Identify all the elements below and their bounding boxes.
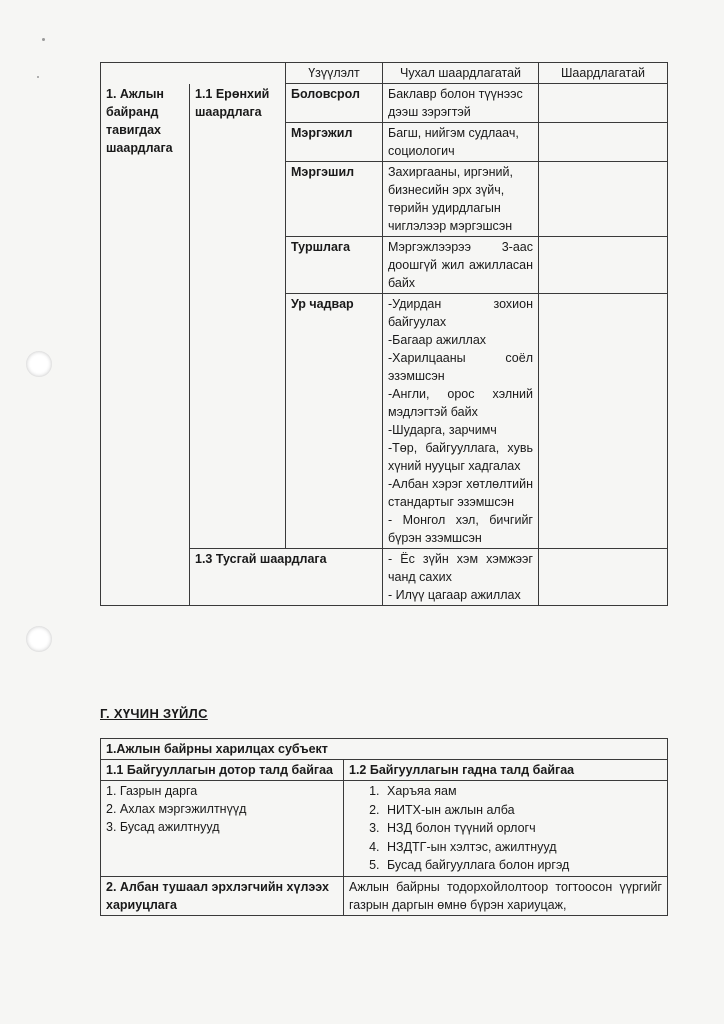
row-value-special xyxy=(383,549,539,606)
row-desirable-special xyxy=(539,549,668,606)
row-label-profession: Мэргэжил xyxy=(286,123,383,162)
scan-speck xyxy=(37,76,39,78)
row-desirable-experience xyxy=(539,237,668,294)
col-header-desirable: Шаардлагатай xyxy=(539,63,668,84)
inside-header: 1.1 Байгууллагын дотор талд байгаа xyxy=(101,760,344,781)
responsibility-value: Ажлын байрны тодорхойлолтоор тогтоосон үүргийг газрын даргын өмнө бүрэн хариуцаж, xyxy=(344,876,668,915)
row-label-skills: Ур чадвар xyxy=(286,294,383,549)
row-value-specialization: Захиргааны, иргэний, бизнесийн эрх зүйч, төрийн удирдлагын чиглэлээр мэргэшсэн xyxy=(383,162,539,237)
row-value-skills xyxy=(383,294,539,549)
inside-item: 1. Газрын дарга xyxy=(106,784,198,798)
special-item: - Ёс зүйн хэм хэмжээг чанд сахих xyxy=(388,552,533,584)
row-label-education: Боловсрол xyxy=(286,84,383,123)
row-label-experience: Туршлага xyxy=(286,237,383,294)
outside-list xyxy=(344,781,668,877)
outside-item: 4. НЗДТГ-ын хэлтэс, ажилтнууд xyxy=(383,838,662,857)
row-desirable-profession xyxy=(539,123,668,162)
factors-table xyxy=(100,738,668,916)
skill-item: -Албан хэрэг хөтлөлтийн стандартыг эзэмшсэн xyxy=(388,477,533,509)
outside-item: 3. НЗД болон түүний орлогч xyxy=(383,819,662,838)
skill-item: - Монгол хэл, бичгийг бүрэн эзэмшсэн xyxy=(388,513,533,545)
skill-item: -Харилцааны соёл эзэмшсэн xyxy=(388,351,533,383)
inside-item: 2. Ахлах мэргэжилтнүүд xyxy=(106,802,247,816)
outside-header: 1.2 Байгууллагын гадна талд байгаа xyxy=(344,760,668,781)
row-desirable-specialization xyxy=(539,162,668,237)
outside-item: 2. НИТХ-ын ажлын алба xyxy=(383,801,662,820)
group-general-title: 1.1 Ерөнхий шаардлага xyxy=(190,84,286,549)
row-label-special: 1.3 Тусгай шаардлага xyxy=(190,549,383,606)
row-value-experience: Мэргэжлээрээ 3-аас доошгүй жил ажилласан байх xyxy=(383,237,539,294)
scan-speck xyxy=(42,38,45,41)
subjects-title: 1.Ажлын байрны харилцах субъект xyxy=(101,739,668,760)
punch-hole xyxy=(26,351,52,377)
col-header-indicator: Үзүүлэлт xyxy=(286,63,383,84)
requirements-table xyxy=(100,62,668,606)
row-value-education: Баклавр болон түүнээс дээш зэрэгтэй xyxy=(383,84,539,123)
punch-hole xyxy=(26,626,52,652)
row-desirable-education xyxy=(539,84,668,123)
section-g-heading: Г. ХҮЧИН ЗҮЙЛС xyxy=(100,706,208,721)
row-desirable-skills xyxy=(539,294,668,549)
outside-item: 5. Бусад байгууллага болон иргэд xyxy=(383,856,662,875)
inside-item: 3. Бусад ажилтнууд xyxy=(106,820,220,834)
col-header-essential: Чухал шаардлагатай xyxy=(383,63,539,84)
row-label-specialization: Мэргэшил xyxy=(286,162,383,237)
section-title: 1. Ажлын байранд тавигдах шаардлага xyxy=(101,84,190,606)
outside-item: 1. Харъяа яам xyxy=(383,782,662,801)
skill-item: -Англи, орос хэлний мэдлэгтэй байх xyxy=(388,387,533,419)
inside-list xyxy=(101,781,344,877)
row-value-profession: Багш, нийгэм судлаач, социологич xyxy=(383,123,539,162)
skill-item: -Удирдан зохион байгуулах xyxy=(388,297,533,329)
special-item: - Илүү цагаар ажиллах xyxy=(388,588,521,602)
skill-item: -Багаар ажиллах xyxy=(388,333,487,347)
skill-item: -Төр, байгууллага, хувь хүний нууцыг хадгалах xyxy=(388,441,533,473)
skill-item: -Шударга, зарчимч xyxy=(388,423,497,437)
responsibility-label: 2. Албан тушаал эрхлэгчийн хүлээх хариуцлага xyxy=(101,876,344,915)
